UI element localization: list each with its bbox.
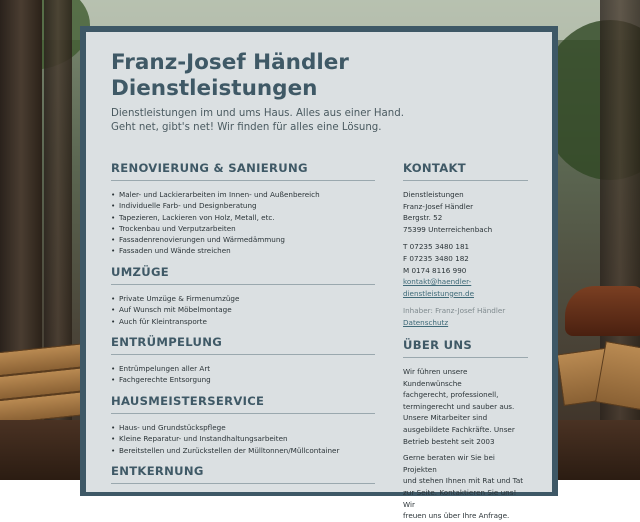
section-entruempelung <box>111 335 375 386</box>
contact-email-link[interactable] <box>403 276 528 299</box>
contact-heading: KONTAKT <box>403 161 528 181</box>
section-heading: RENOVIERUNG & SANIERUNG <box>111 161 375 181</box>
list-item: • Fassaden und Wände streichen <box>119 245 375 256</box>
section-heading: ENTKERNUNG <box>111 464 375 484</box>
contact-city: 75399 Unterreichenbach <box>403 224 493 234</box>
about-section <box>403 338 528 522</box>
list-item: • Private Umzüge & Firmenumzüge <box>119 293 375 304</box>
list-item: • Fachgerechte Entsorgung <box>119 374 375 385</box>
contact-street: Bergstr. 52 <box>403 213 443 223</box>
tagline-line1: Dienstleistungen im und ums Haus. Alles aus einer Hand. <box>111 108 404 119</box>
contact-company: Dienstleistungen <box>403 190 464 199</box>
about-line: zur Seite. Kontaktieren Sie uns! Wir <box>403 487 517 509</box>
contact-phone: T 07235 3480 181 <box>403 242 470 252</box>
about-line: und stehen Ihnen mit Rat und Tat <box>403 476 524 486</box>
contact-name: Franz-Josef Händler <box>403 201 474 211</box>
section-entkernung <box>111 464 375 484</box>
about-line: Wir führen unsere Kundenwünsche <box>403 367 468 388</box>
service-list <box>111 422 375 456</box>
service-list <box>111 293 375 327</box>
section-heading: UMZÜGE <box>111 265 375 285</box>
about-line: Gerne beraten wir Sie bei Projekten <box>403 453 495 474</box>
owner-note: Inhaber: Franz-Josef Händler <box>403 306 506 316</box>
section-hausmeisterservice <box>111 394 375 456</box>
section-heading: ENTRÜMPELUNG <box>111 335 375 355</box>
list-item: • Maler- und Lackierarbeiten im Innen- und Außenbereich <box>119 189 375 200</box>
privacy-link[interactable]: Datenschutz <box>403 317 449 327</box>
email-line1: kontakt@haendler- <box>403 277 472 287</box>
about-line: ausgebildete Fachkräfte. Unser <box>403 424 515 434</box>
site-title <box>111 50 511 102</box>
about-heading: ÜBER UNS <box>403 338 528 358</box>
list-item: • Individuelle Farb- und Designberatung <box>119 200 375 211</box>
contact-section <box>403 161 528 329</box>
about-line: fachgerecht, professionell, <box>403 390 499 400</box>
contact-fax: F 07235 3480 182 <box>403 253 469 263</box>
list-item: • Bereitstellen und Zurückstellen der Mülltonnen/Müllcontainer <box>119 445 375 456</box>
about-line: Unsere Mitarbeiter sind <box>403 413 488 423</box>
list-item: • Trockenbau und Verputzarbeiten <box>119 223 375 234</box>
about-line: Betrieb besteht seit 2003 <box>403 436 495 446</box>
site-title-line1: Franz-Josef Händler <box>111 50 349 75</box>
list-item: • Tapezieren, Lackieren von Holz, Metall, etc. <box>119 212 375 223</box>
list-item: • Auch für Kleintransporte <box>119 316 375 327</box>
contact-mobile: M 0174 8116 990 <box>403 265 467 275</box>
section-heading: HAUSMEISTERSERVICE <box>111 394 375 414</box>
service-list <box>111 189 375 257</box>
list-item: • Auf Wunsch mit Möbelmontage <box>119 304 375 315</box>
site-title-line2: Dienstleistungen <box>111 76 318 101</box>
service-list <box>111 363 375 386</box>
tagline-line2: Geht net, gibt's net! Wir finden für alles eine Lösung. <box>111 122 382 133</box>
list-item: • Entrümpelungen aller Art <box>119 363 375 374</box>
list-item: • Fassadenrenovierungen und Wärmedämmung <box>119 234 375 245</box>
about-line: freuen uns über Ihre Anfrage. <box>403 511 510 521</box>
list-item: • Kleine Reparatur- und Instandhaltungsarbeiten <box>119 433 375 444</box>
list-item: • Haus- und Grundstückspflege <box>119 422 375 433</box>
email-line2: dienstleistungen.de <box>403 288 474 298</box>
section-umzuege <box>111 265 375 327</box>
about-line: termingerecht und sauber aus. <box>403 401 515 411</box>
section-renovierung <box>111 161 375 257</box>
site-tagline <box>111 107 511 135</box>
